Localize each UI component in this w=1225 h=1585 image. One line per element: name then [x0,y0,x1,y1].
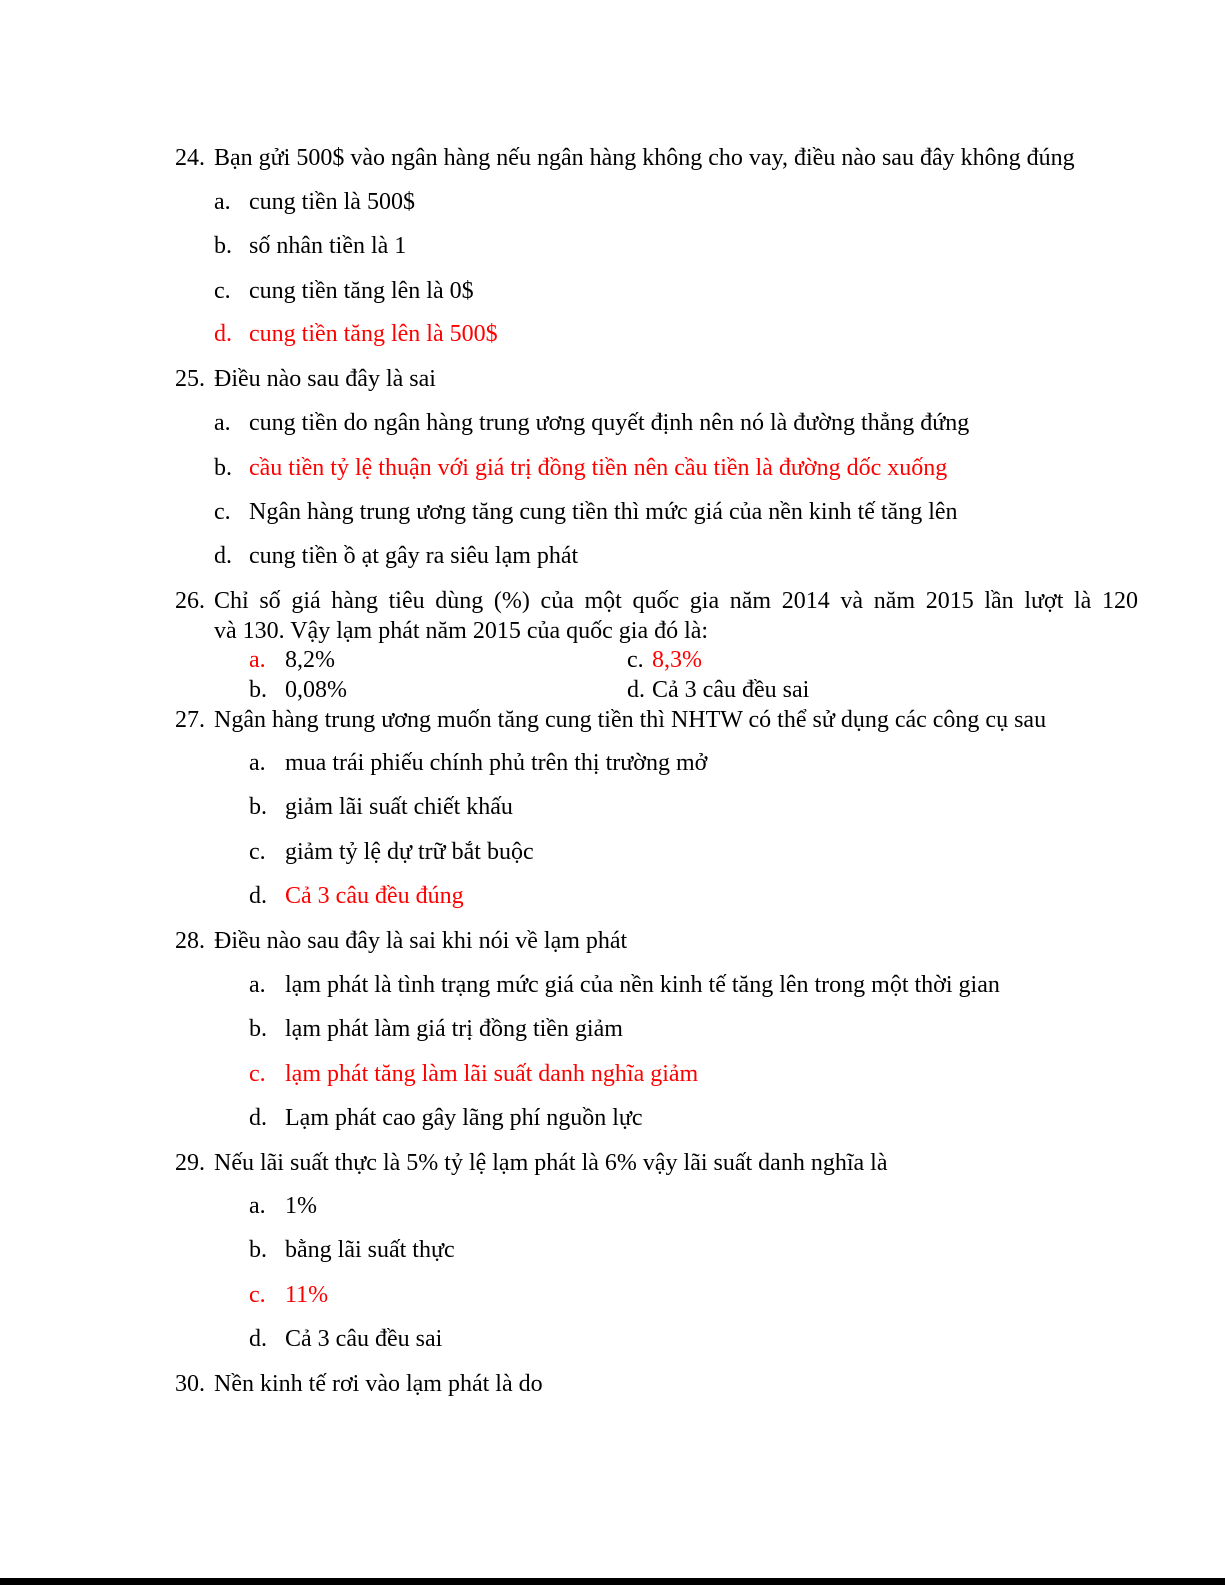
option-letter: a. [214,410,231,436]
question-number: 25. [175,366,205,392]
option-text: Lạm phát cao gây lãng phí nguồn lực [285,1105,643,1131]
option-26a [249,645,335,675]
option-26c [627,645,702,675]
option-28d [249,1103,643,1133]
option-24a [214,187,415,217]
option-text: cung tiền ồ ạt gây ra siêu lạm phát [249,543,579,569]
option-text: Cả 3 câu đều sai [285,1326,443,1352]
option-29a [249,1191,317,1221]
option-text: mua trái phiếu chính phủ trên thị trường mở [285,750,708,776]
option-text: cung tiền tăng lên là 500$ [249,321,498,347]
option-27b [249,792,513,822]
question-number: 24. [175,145,205,171]
option-letter: d. [214,543,232,569]
option-24c [214,276,474,306]
option-29c-answer [249,1280,329,1310]
option-letter: b. [249,1237,267,1263]
question-text: Nếu lãi suất thực là 5% tỷ lệ lạm phát là 6% vậy lãi suất danh nghĩa là [214,1150,888,1176]
option-text: Cả 3 câu đều sai [652,677,810,703]
option-text: 8,2% [285,647,335,673]
question-text: Chỉ số giá hàng tiêu dùng (%) của một quốc gia năm 2014 và năm 2015 lần lượt là 120 [214,588,1138,614]
option-text: cung tiền tăng lên là 0$ [249,278,474,304]
option-letter: b. [214,455,232,481]
option-text: lạm phát tăng làm lãi suất danh nghĩa giảm [285,1061,699,1087]
question-text: và 130. Vậy lạm phát năm 2015 của quốc gia đó là: [214,618,709,644]
option-text-answer: 8,3% [652,647,702,673]
option-letter: c. [214,499,231,525]
option-25a [214,408,970,438]
question-text: Điều nào sau đây là sai khi nói về lạm phát [214,928,628,954]
option-letter: b. [249,677,267,703]
option-25b [214,453,948,483]
option-text: lạm phát làm giá trị đồng tiền giảm [285,1016,623,1042]
option-27c [249,837,534,867]
option-29b [249,1235,455,1265]
option-27a [249,748,708,778]
option-letter: a. [249,647,266,673]
option-text: cung tiền do ngân hàng trung ương quyết định nên nó là đường thẳng đứng [249,410,970,436]
option-24b [214,231,407,261]
question-number: 29. [175,1150,205,1176]
question-number: 27. [175,707,205,733]
option-text: giảm tỷ lệ dự trữ bắt buộc [285,839,534,865]
option-28a [249,970,1000,1000]
option-24d-answer [214,319,498,349]
option-text: 0,08% [285,677,347,703]
option-letter: b. [249,1016,267,1042]
option-letter: d. [249,1326,267,1352]
question-text: Nền kinh tế rơi vào lạm phát là do [214,1371,543,1397]
option-27d [249,881,464,911]
question-number: 30. [175,1371,205,1397]
option-text: giảm lãi suất chiết khấu [285,794,513,820]
option-letter: d. [249,1105,267,1131]
page-bottom-border [0,1578,1225,1585]
option-28b [249,1014,623,1044]
option-letter: c. [214,278,231,304]
option-text: số nhân tiền là 1 [249,233,407,259]
option-25d [214,541,579,571]
option-26d [627,675,810,705]
option-25c [214,497,958,527]
question-text: Điều nào sau đây là sai [214,366,436,392]
option-letter: b. [249,794,267,820]
option-text: bằng lãi suất thực [285,1237,455,1263]
option-letter: c. [249,1282,266,1308]
option-text: 1% [285,1193,317,1219]
option-text-answer: cầu tiền tỷ lệ thuận với giá trị đồng tiền nên cầu tiền là đường dốc xuống [249,455,948,481]
option-29d [249,1324,443,1354]
option-text: 11% [285,1282,329,1308]
option-letter: a. [249,750,266,776]
option-letter: c. [627,647,644,673]
option-letter: d. [249,883,267,909]
option-letter: c. [249,1061,266,1087]
option-letter: c. [249,839,266,865]
question-number: 28. [175,928,205,954]
question-number: 26. [175,588,205,614]
question-text: Bạn gửi 500$ vào ngân hàng nếu ngân hàng không cho vay, điều nào sau đây không đúng [214,145,1075,171]
option-text: cung tiền là 500$ [249,189,415,215]
option-letter: d. [627,677,645,703]
option-letter: a. [249,972,266,998]
option-letter: b. [214,233,232,259]
question-text: Ngân hàng trung ương muốn tăng cung tiền thì NHTW có thể sử dụng các công cụ sau [214,707,1047,733]
option-text: lạm phát là tình trạng mức giá của nền kinh tế tăng lên trong một thời gian [285,972,1000,998]
option-letter: a. [249,1193,266,1219]
option-text-answer: Cả 3 câu đều đúng [285,883,464,909]
option-26b [249,675,347,705]
option-letter: d. [214,321,232,347]
option-text: Ngân hàng trung ương tăng cung tiền thì mức giá của nền kinh tế tăng lên [249,499,958,525]
option-28c-answer [249,1059,699,1089]
option-letter: a. [214,189,231,215]
